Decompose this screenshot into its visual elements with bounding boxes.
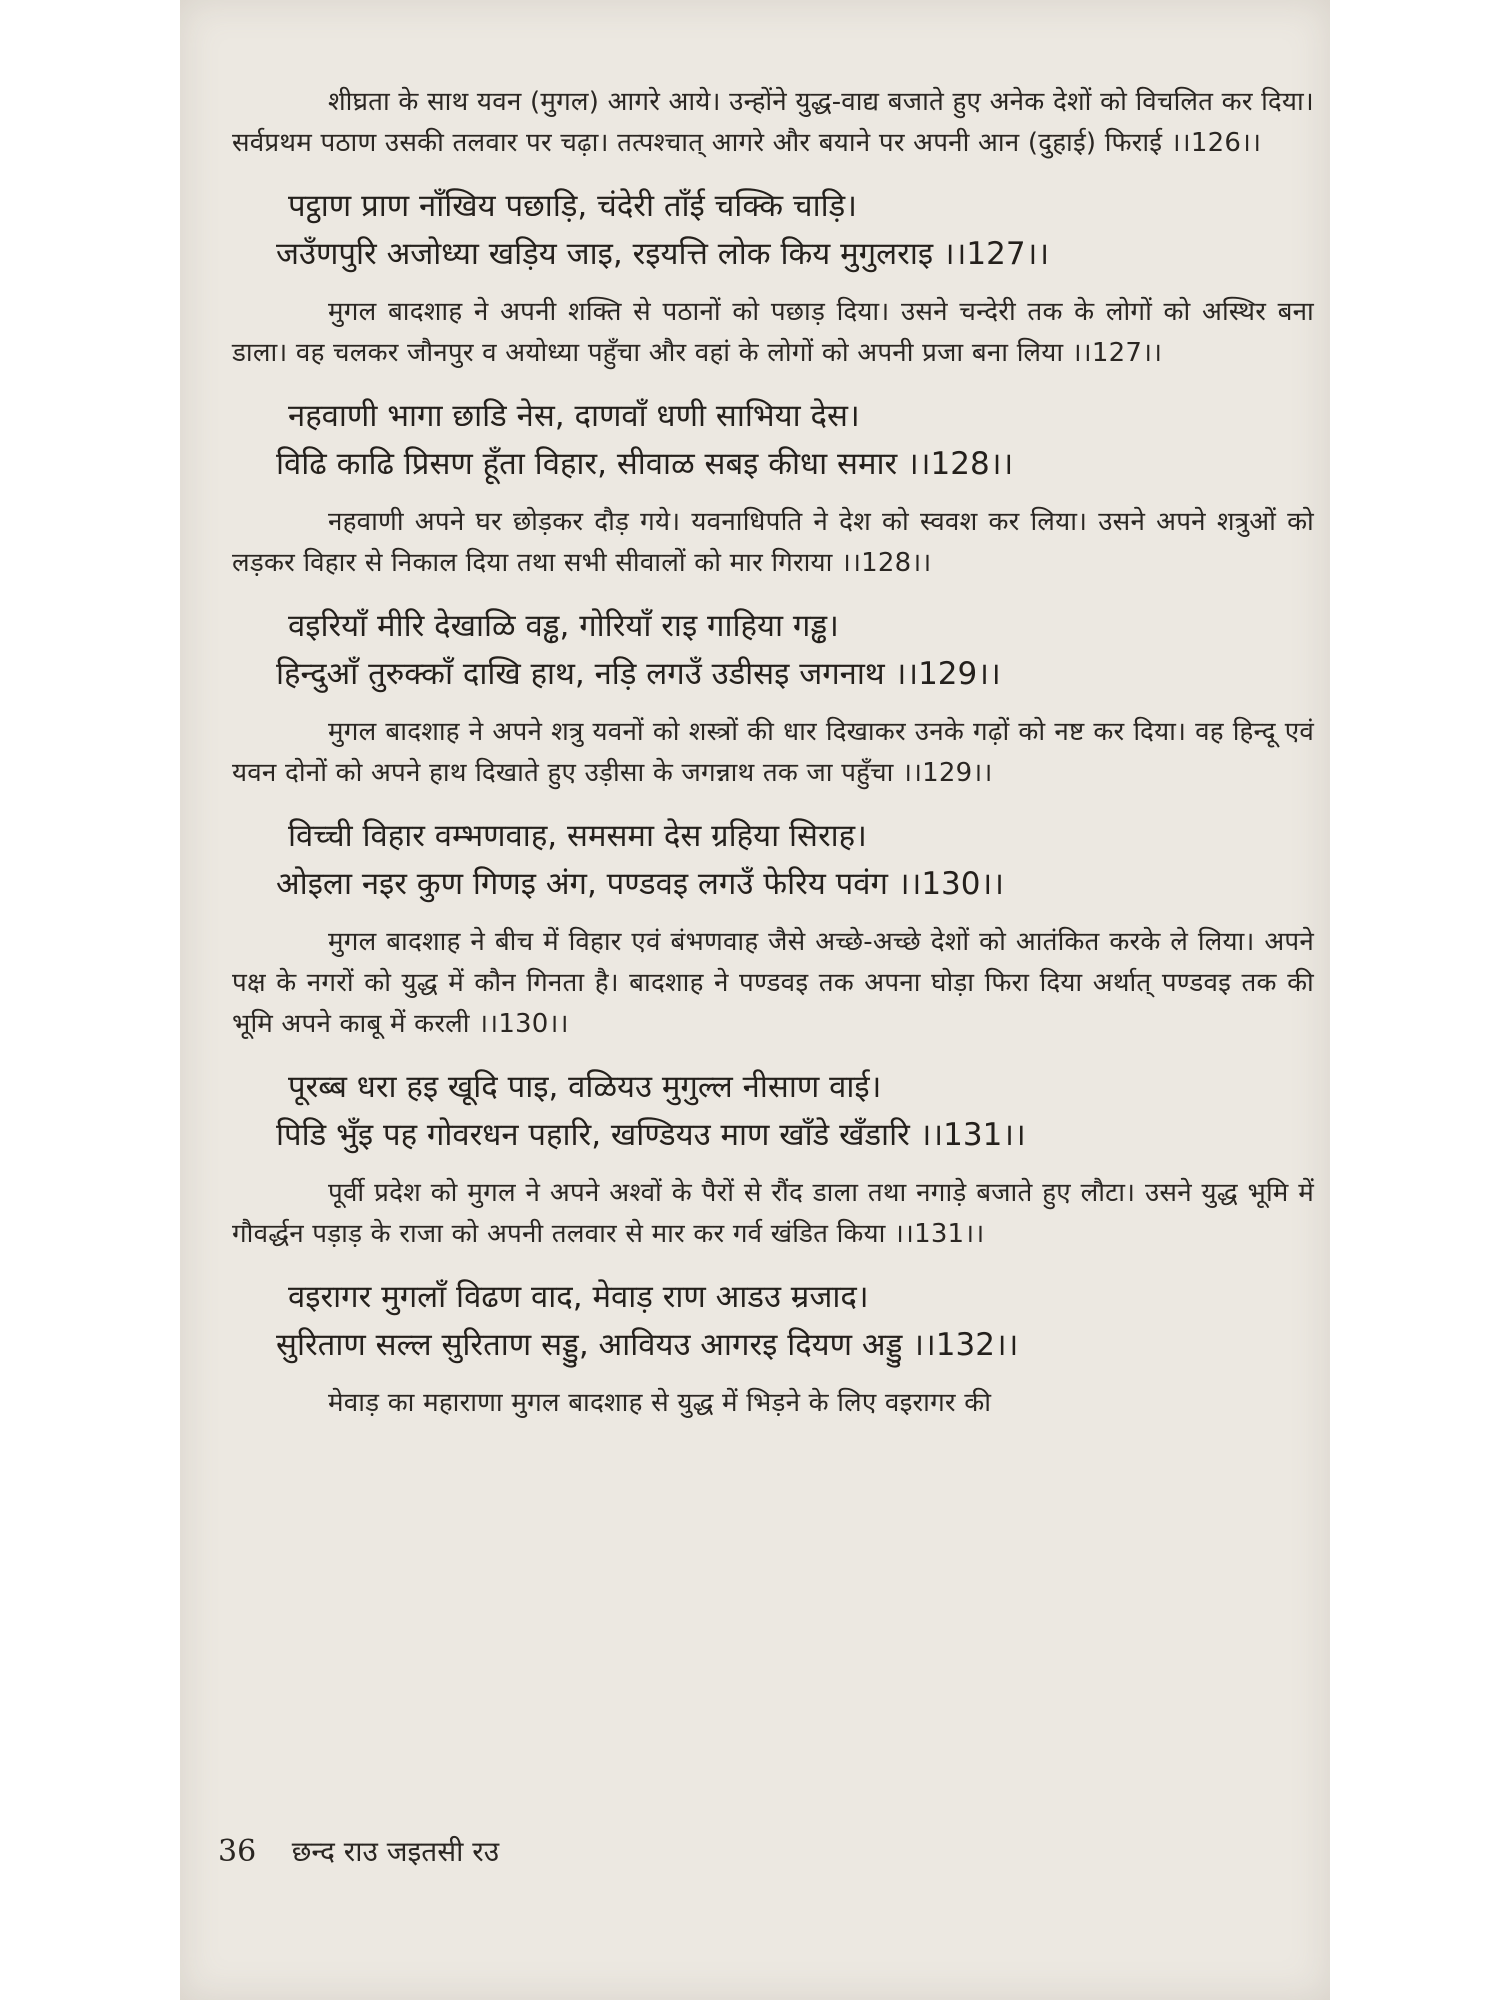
prose-paragraph: मुगल बादशाह ने बीच में विहार एवं बंभणवाह जैसे अच्छे-अच्छे देशों को आतंकित करके ले लिया। अपने पक्ष के नगरों को युद्ध में कौन गिनता है। बादशाह ने पण्डवइ तक अपना घोड़ा फिरा दिया अर्थात् पण्डवइ तक की भूमि अपने काबू में करली ।।130।। [232,927,1314,1039]
verse-line: पट्ठाण प्राण नाँखिय पछाड़ि, चंदेरी ताँई चक्कि चाड़ि। [288,188,857,224]
prose-paragraph: पूर्वी प्रदेश को मुगल ने अपने अश्वों के पैरों से रौंद डाला तथा नगाड़े बजाते हुए लौटा। उसने युद्ध भूमि में गौवर्द्धन पड़ाड़ के राजा को अपनी तलवार से मार कर गर्व खंडित किया ।।131।। [232,1178,1314,1249]
book-page [180,0,1330,2000]
verse-stanza [232,1063,1314,1159]
verse-line: सुरिताण सल्ल सुरिताण सड्डु, आवियउ आगरइ दियण अड्डु ।।132।। [276,1327,1019,1363]
verse-stanza [232,812,1314,908]
prose-paragraph: मुगल बादशाह ने अपने शत्रु यवनों को शस्त्रों की धार दिखाकर उनके गढ़ों को नष्ट कर दिया। वह हिन्दू एवं यवन दोनों को अपने हाथ दिखाते हुए उड़ीसा के जगन्नाथ तक जा पहुँचा ।।129।। [232,717,1314,788]
verse-line: वइरियाँ मीरि देखाळि वड्ढ, गोरियाँ राइ गाहिया गड्ढ। [288,608,839,644]
verse-line: ओइला नइर कुण गिणइ अंग, पण्डवइ लगउँ फेरिय पवंग ।।130।। [276,866,1004,902]
verse-line: नहवाणी भागा छाडि नेस, दाणवाँ धणी साभिया देस। [288,398,860,434]
prose-paragraph: मेवाड़ का महाराणा मुगल बादशाह से युद्ध में भिड़ने के लिए वइरागर की [328,1388,992,1418]
prose-paragraph: मुगल बादशाह ने अपनी शक्ति से पठानों को पछाड़ दिया। उसने चन्देरी तक के लोगों को अस्थिर बना डाला। वह चलकर जौनपुर व अयोध्या पहुँचा और वहां के लोगों को अपनी प्रजा बना लिया ।।127।। [232,297,1314,368]
verse-line: जउँणपुरि अजोध्या खड़िय जाइ, रइयत्ति लोक किय मुगुलराइ ।।127।। [276,236,1050,272]
verse-line: विढि काढि प्रिसण हूँता विहार, सीवाळ सबइ कीधा समार ।।128।। [276,446,1014,482]
verse-line: पिडि भुँइ पह गोवरधन पहारि, खण्डियउ माण खाँडे खँडारि ।।131।। [276,1117,1026,1153]
verse-stanza [232,602,1314,698]
verse-line: हिन्दुआँ तुरुक्काँ दाखि हाथ, नड़ि लगउँ उडीसइ जगनाथ ।।129।। [276,656,1001,692]
page-number: 36 [218,1834,257,1869]
verse-stanza [232,182,1314,278]
prose-paragraph: शीघ्रता के साथ यवन (मुगल) आगरे आये। उन्होंने युद्ध-वाद्य बजाते हुए अनेक देशों को विचलित कर दिया। सर्वप्रथम पठाण उसकी तलवार पर चढ़ा। तत्पश्चात् आगरे और बयाने पर अपनी आन (दुहाई) फिराई ।।126।। [232,87,1314,158]
verse-line: विच्ची विहार वम्भणवाह, समसमा देस ग्रहिया सिराह। [288,818,867,854]
page-footer [218,1832,499,1870]
verse-line: पूरब्ब धरा हइ खूदि पाइ, वळियउ मुगुल्ल नीसाण वाई। [288,1069,882,1105]
verse-stanza [232,392,1314,488]
page-body [232,82,1314,1442]
verse-stanza [232,1273,1314,1369]
running-title: छन्द राउ जइतसी रउ [291,1835,500,1868]
prose-paragraph: नहवाणी अपने घर छोड़कर दौड़ गये। यवनाधिपति ने देश को स्ववश कर लिया। उसने अपने शत्रुओं को लड़कर विहार से निकाल दिया तथा सभी सीवालों को मार गिराया ।।128।। [232,507,1314,578]
verse-line: वइरागर मुगलाँ विढण वाद, मेवाड़ राण आडउ म्रजाद। [288,1279,869,1315]
